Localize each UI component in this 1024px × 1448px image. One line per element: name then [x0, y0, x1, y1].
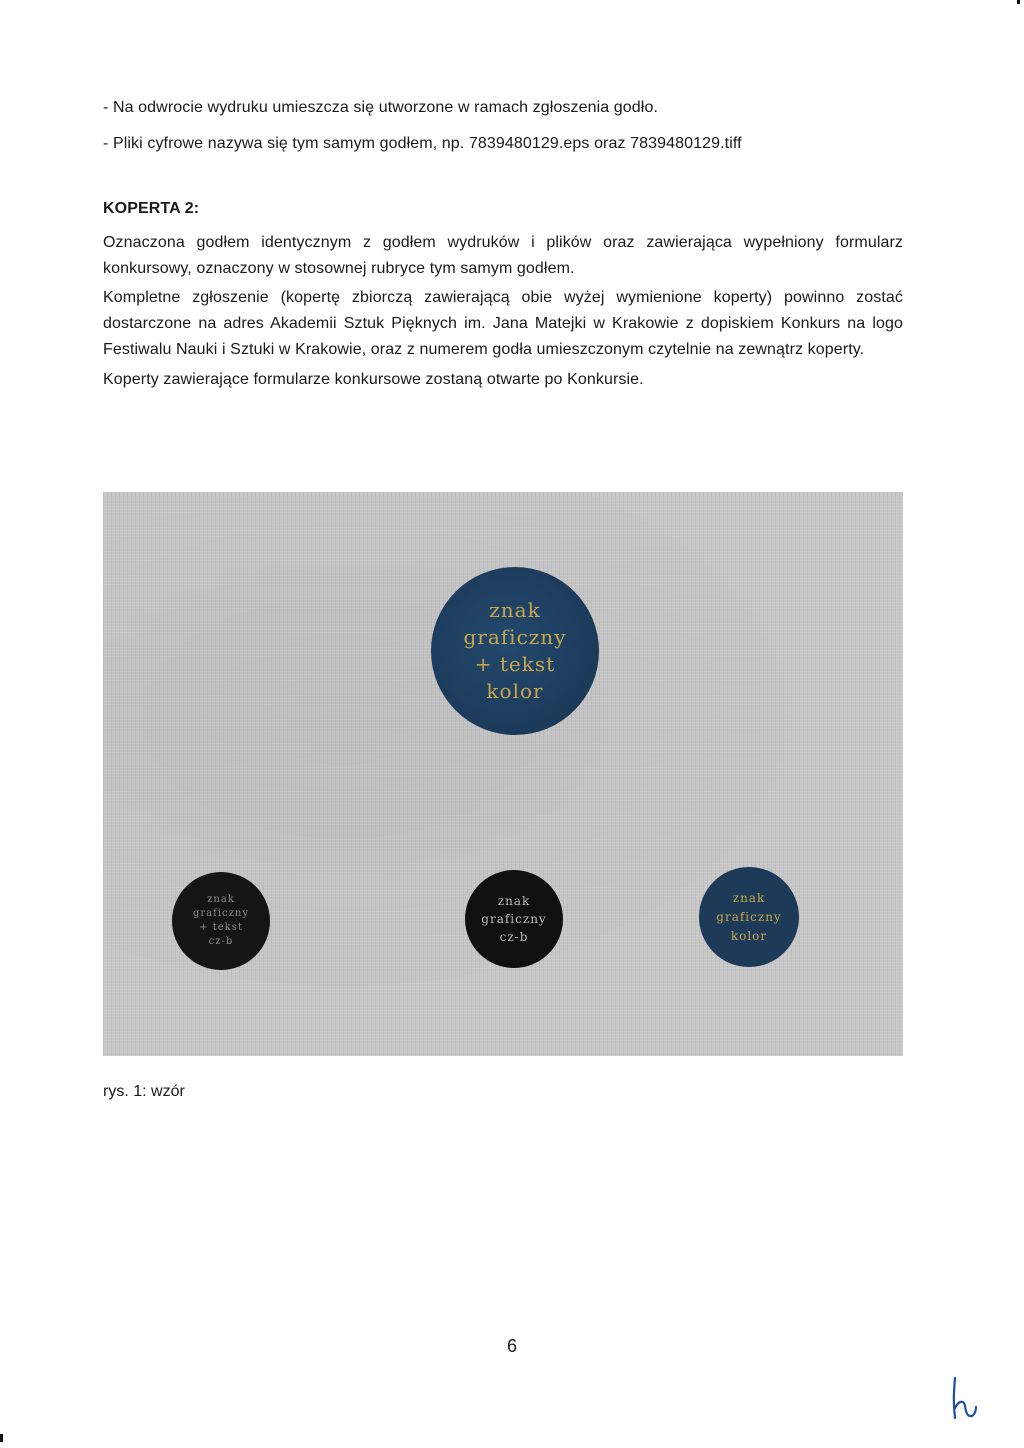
- bw-sign-circle: [465, 870, 563, 968]
- circle-label: + tekst: [199, 922, 243, 933]
- bullet-line-reverse-side: - Na odwrocie wydruku umieszcza się utworzone w ramach zgłoszenia godło.: [103, 99, 658, 116]
- circle-label: graficzny: [192, 908, 249, 919]
- paragraph-submission: Kompletne zgłoszenie (kopertę zbiorczą zawierającą obie wyżej wymienione koperty) powinno zostać dostarczone na adres Akademii Sztuk Pięknych im. Jana Matejki w Krakowie z dopiskiem Konkurs na logo Festiwalu Nauki i Sztuki w Krakowie, oraz z numerem godła umieszczonym czytelnie na zewnątrz koperty.: [103, 289, 903, 358]
- circle-label: cz-b: [499, 930, 529, 944]
- circle-label: kolor: [730, 928, 768, 943]
- handwritten-initial-mark: [946, 1376, 978, 1422]
- circle-label: znak: [489, 598, 541, 622]
- bw-text-circle: [172, 872, 270, 970]
- page-number: 6: [506, 1336, 517, 1356]
- scan-edge-mark: [0, 1434, 3, 1442]
- circle-label: graficzny: [463, 625, 567, 649]
- bullet-line-digital-files: - Pliki cyfrowe nazywa się tym samym godłem, np. 7839480129.eps oraz 7839480129.tiff: [103, 135, 742, 152]
- circle-label: znak: [207, 894, 235, 905]
- section-heading: KOPERTA 2:: [103, 200, 200, 217]
- circle-label: graficzny: [716, 909, 782, 924]
- main-color-circle: [431, 567, 599, 735]
- circle-label: + tekst: [474, 652, 556, 676]
- circle-label: znak: [732, 890, 766, 905]
- circle-label: graficzny: [481, 912, 547, 926]
- circle-label: kolor: [486, 679, 544, 703]
- paragraph-envelope-2: Oznaczona godłem identycznym z godłem wydruków i plików oraz zawierająca wypełniony formularz konkursowy, oznaczony w stosownej rubryce tym samym godłem.: [103, 234, 903, 277]
- circle-label: znak: [497, 894, 531, 908]
- paragraph-opening: Koperty zawierające formularze konkursowe zostaną otwarte po Konkursie.: [103, 371, 644, 388]
- figure-caption: rys. 1: wzór: [103, 1083, 185, 1100]
- circle-label: cz-b: [208, 936, 234, 947]
- figure-logo-template: [103, 492, 903, 1056]
- color-sign-circle: [699, 867, 799, 967]
- scan-edge-mark: [1017, 0, 1020, 4]
